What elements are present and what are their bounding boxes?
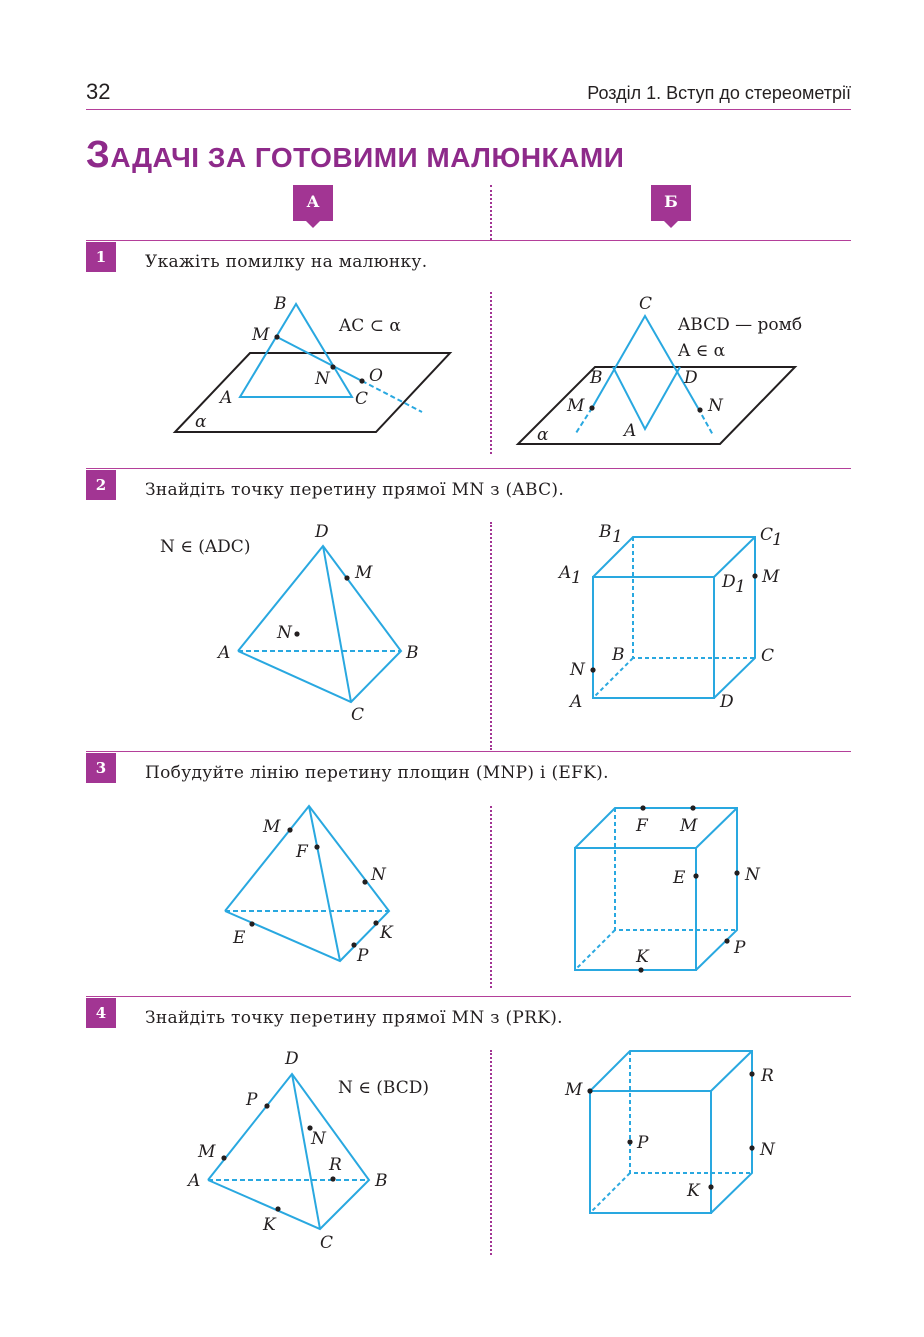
svg-text:F: F [296,842,308,862]
svg-text:N: N [277,623,292,643]
svg-text:M: M [567,396,585,416]
point-r [330,1176,335,1181]
svg-text:P: P [637,1133,649,1153]
title-rest: АДАЧІ ЗА ГОТОВИМИ МАЛЮНКАМИ [110,142,625,173]
svg-text:O: O [369,366,383,386]
task-number-2: 2 [86,470,116,500]
svg-text:C: C [355,389,369,409]
svg-text:B: B [612,645,625,665]
figure-3a [225,806,389,961]
point-n [749,1145,754,1150]
running-head: Розділ 1. Вступ до стереометрії [587,83,851,103]
point-e [693,873,698,878]
column-b-tag: Б [651,185,691,221]
svg-text:1: 1 [735,577,746,597]
svg-text:M: M [355,563,373,583]
point-n [734,870,739,875]
title-initial: З [86,134,111,176]
svg-text:M: M [198,1142,216,1162]
svg-text:A: A [559,563,572,583]
note-1b-1: ABCD — ромб [678,315,803,335]
point-m [287,827,292,832]
svg-text:P: P [734,938,746,958]
point-f [314,844,319,849]
svg-text:A: A [218,643,231,663]
point-p [264,1103,269,1108]
svg-text:E: E [233,928,246,948]
svg-text:N: N [315,369,330,389]
point-e [249,921,254,926]
svg-text:D: D [722,572,736,592]
note-4a: N ∈ (BCD) [338,1078,429,1098]
task-number-3: 3 [86,753,116,783]
task-text-4: Знайдіть точку перетину прямої MN з (PRK). [145,1008,563,1028]
svg-text:D: D [285,1049,299,1069]
svg-text:N: N [760,1140,775,1160]
figure-labels [160,294,802,1253]
point-m [344,575,349,580]
figure-2a [238,546,401,702]
svg-text:N: N [371,865,386,885]
point-n [294,631,299,636]
svg-text:N: N [708,396,723,416]
svg-text:R: R [761,1066,774,1086]
task-number-1: 1 [86,242,116,272]
svg-text:K: K [636,947,649,967]
svg-text:D: D [720,692,734,712]
svg-text:C: C [351,705,365,725]
point-r [749,1071,754,1076]
point-m [221,1155,226,1160]
svg-text:F: F [636,816,648,836]
task-text-3: Побудуйте лінію перетину площин (MNP) і (EFK). [145,763,609,783]
svg-text:A: A [624,421,637,441]
point-n [362,879,367,884]
svg-text:N: N [570,660,585,680]
svg-text:M: M [680,816,698,836]
svg-text:M: M [252,325,270,345]
svg-text:B: B [590,368,603,388]
svg-text:R: R [329,1155,342,1175]
point-p [351,942,356,947]
svg-text:1: 1 [612,527,623,547]
svg-text:N: N [311,1129,326,1149]
point-m [589,405,594,410]
svg-text:C: C [761,646,775,666]
point-m [587,1088,592,1093]
svg-text:M: M [762,567,780,587]
point-p [627,1139,632,1144]
figure-3b [575,805,740,972]
svg-text:1: 1 [571,568,582,588]
figure-1a [175,304,450,432]
svg-text:C: C [760,525,774,545]
svg-text:B: B [406,643,419,663]
point-m [274,334,279,339]
svg-text:P: P [246,1090,258,1110]
point-n [330,364,335,369]
svg-text:M: M [263,817,281,837]
svg-text:A: A [220,388,233,408]
svg-text:α: α [537,425,549,445]
point-m [752,573,757,578]
svg-text:A: A [570,692,583,712]
svg-text:M: M [565,1080,583,1100]
figure-2b [590,537,757,698]
point-k [638,967,643,972]
svg-text:A: A [188,1171,201,1191]
figure-4b [587,1051,754,1213]
note-1a: AC ⊂ α [339,316,401,336]
svg-text:K: K [687,1181,700,1201]
point-p [724,938,729,943]
task-number-4: 4 [86,998,116,1028]
point-n [697,407,702,412]
svg-text:C: C [320,1233,334,1253]
svg-text:D: D [315,522,329,542]
svg-text:B: B [274,294,287,314]
svg-text:E: E [673,868,686,888]
point-k [373,920,378,925]
svg-text:P: P [357,946,369,966]
point-k [275,1206,280,1211]
point-f [640,805,645,810]
svg-text:B: B [599,522,612,542]
svg-text:α: α [195,412,207,432]
point-m [690,805,695,810]
note-2a: N ∈ (ADC) [160,537,251,557]
svg-text:D: D [684,368,698,388]
figure-1b [518,316,795,444]
point-k [708,1184,713,1189]
note-1b-2: A ∈ α [678,341,726,361]
point-o [359,378,364,383]
svg-text:C: C [639,294,653,314]
svg-text:B: B [375,1171,388,1191]
svg-text:N: N [745,865,760,885]
page-number: 32 [86,79,111,104]
svg-text:K: K [263,1215,276,1235]
svg-text:K: K [380,923,393,943]
column-a-tag: А [293,185,333,221]
svg-text:1: 1 [772,530,783,550]
task-text-1: Укажіть помилку на малюнку. [145,252,428,272]
task-text-2: Знайдіть точку перетину прямої MN з (ABC). [145,480,565,500]
point-n [590,667,595,672]
